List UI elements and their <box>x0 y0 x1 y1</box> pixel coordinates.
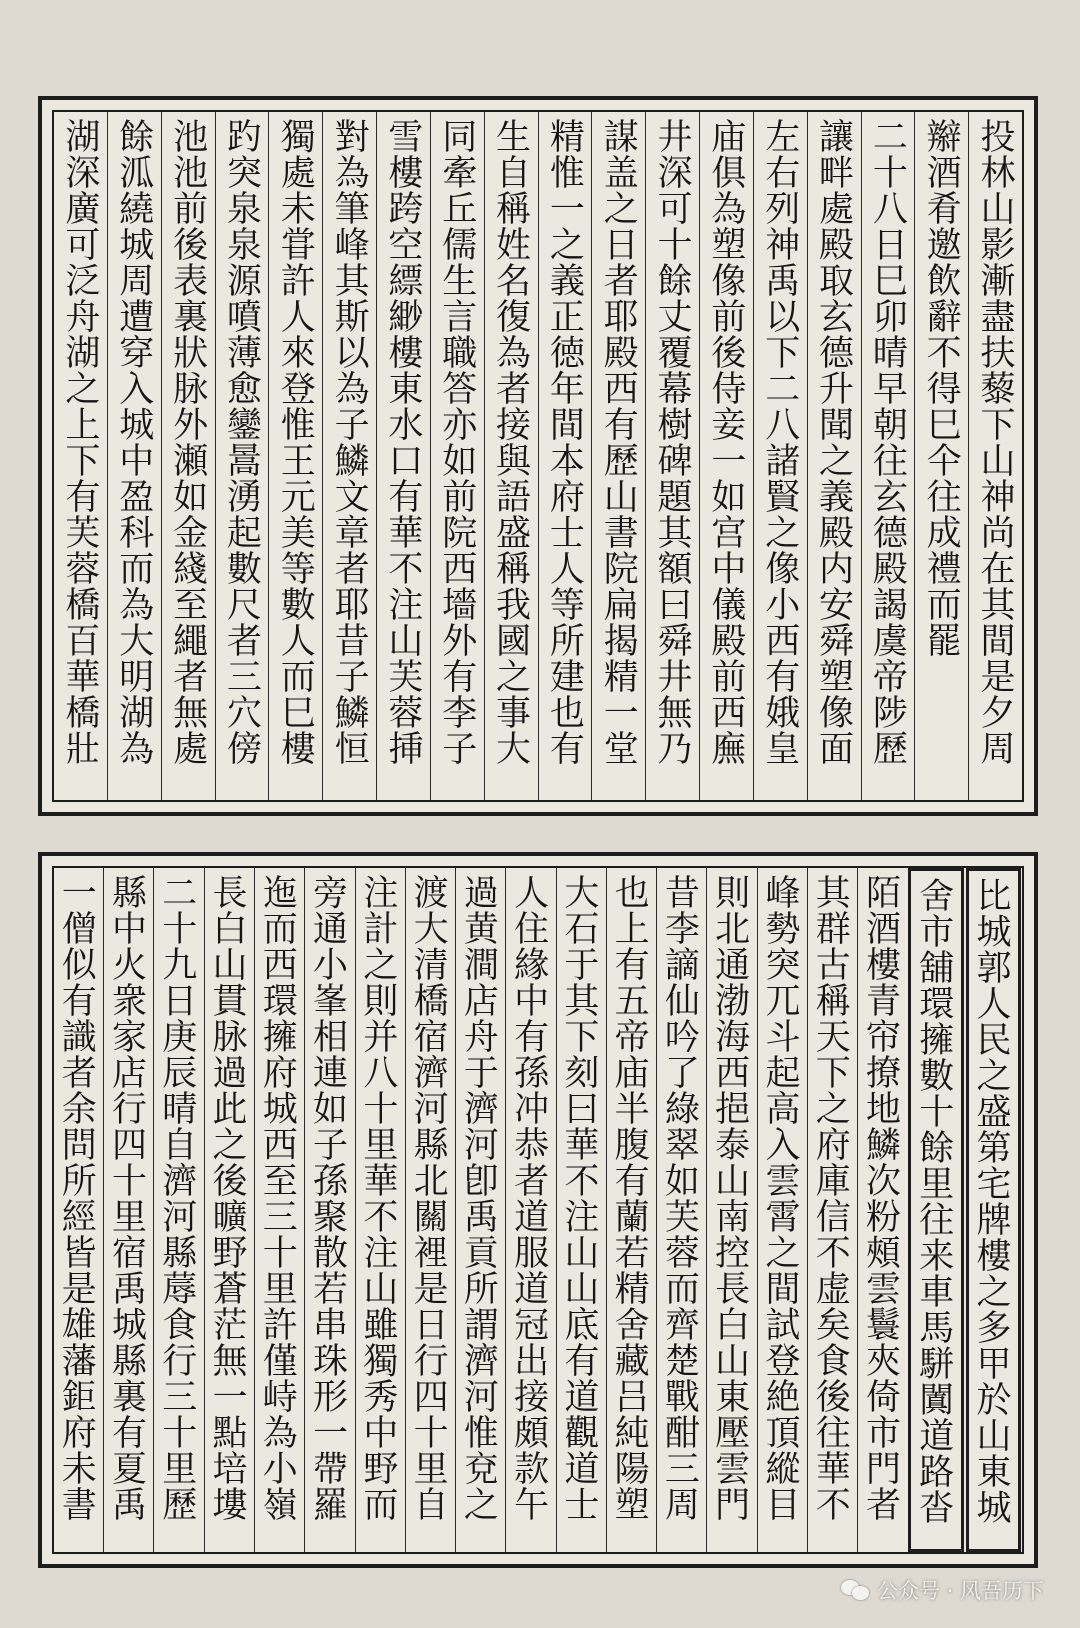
text-column-17: 二十九日庚辰晴自濟河縣蓐食行三十里歷 <box>153 868 203 1552</box>
text-column-12: 渡大清橋宿濟河縣北關裡是日行四十里自 <box>405 868 455 1552</box>
upper-page-inner-border <box>52 110 1024 802</box>
text-column-10: 人住緣中有孫冲恭者道服道冠出接頗款午 <box>505 868 555 1552</box>
text-column-6: 則北通渤海西挹泰山南控長白山東壓雲門 <box>706 868 756 1552</box>
lower-text-columns <box>54 868 1022 1552</box>
text-column-5: 左右列神禹以下二八諸賢之像小西有娥皇 <box>753 112 807 800</box>
text-column-14: 獨處未甞許人來登惟王元美等數人而巳樓 <box>268 112 322 800</box>
text-column-18: 縣中火衆家店行四十里宿禹城縣裏有夏禹 <box>103 868 153 1552</box>
upper-text-columns <box>54 112 1022 800</box>
text-column-10: 生自稱姓名復為者接與語盛稱我國之事大 <box>484 112 538 800</box>
text-column-5: 峰勢突兀斗起高入雲霄之間試登絶頂縱目 <box>757 868 807 1552</box>
text-column-2: 辮酒肴邀飲辭不得巳仐往成禮而罷 <box>914 112 968 800</box>
text-column-7: 井深可十餘丈覆幕樹碑題其額曰舜井無乃 <box>645 112 699 800</box>
text-column-16: 池池前後表裏狀脉外瀬如金綫至繩者無處 <box>161 112 215 800</box>
wechat-icon <box>841 1578 871 1602</box>
text-column-12: 雪樓跨空縹緲樓東水口有華不注山芙蓉挿 <box>376 112 430 800</box>
lower-page-frame <box>38 852 1038 1568</box>
text-column-15: 趵突泉泉源噴薄愈鑾暠湧起數尺者三穴傍 <box>215 112 269 800</box>
upper-page-frame <box>38 96 1038 816</box>
text-column-4: 讓畔處殿取玄德升聞之義殿内安舜塑像面 <box>807 112 861 800</box>
watermark <box>841 1572 1044 1608</box>
text-column-3: 二十八日巳卯晴早朝往玄德殿謁虞帝陟歷 <box>861 112 915 800</box>
text-column-9: 大石于其下刻曰華不注山山底有道觀道士 <box>556 868 606 1552</box>
text-column-11: 同牽丘儒生言職答亦如前院西墻外有李子 <box>430 112 484 800</box>
text-column-1: 比城郭人民之盛第宅牌樓之多甲於山東城 <box>966 868 1021 1552</box>
text-column-17: 餘泒繞城周遭穿入城中盈科而為大明湖為 <box>107 112 161 800</box>
text-column-2: 舍市舖環擁數十餘里往来車馬駢闐道路沓 <box>908 868 963 1552</box>
text-column-14: 旁通小峯相連如子孫聚散若串珠形一帶羅 <box>304 868 354 1552</box>
text-column-18: 湖深廣可泛舟湖之上下有芙蓉橋百華橋壯 <box>59 118 100 766</box>
lower-page-inner-border <box>52 866 1024 1554</box>
text-column-6: 庙俱為塑像前後侍妾一如宫中儀殿前西廡 <box>699 112 753 800</box>
watermark-text: 公众号 · 风吾历下 <box>876 1579 1044 1603</box>
text-column-3: 陌酒樓青帘撩地鱗次粉頰雲鬟夾倚市門者 <box>857 868 907 1552</box>
text-column-11: 過黄澗店舟于濟河卽禹貢所謂濟河惟兗之 <box>455 868 505 1552</box>
text-column-16: 長白山貫脉過此之後曠野蒼茫無一點培塿 <box>204 868 254 1552</box>
text-column-1: 投林山影漸盡扶藜下山神尚在其間是夕周 <box>968 112 1022 800</box>
text-column-19: 一僧似有識者余問所經皆是雄藩鉅府未書 <box>56 874 97 1522</box>
text-column-8: 謀盖之日者耶殿西有歷山書院扁揭精一堂 <box>591 112 645 800</box>
text-column-15: 迤而西環擁府城西至三十里許僅峙為小嶺 <box>254 868 304 1552</box>
text-column-4: 其群古稱天下之府庫信不虚矣食後往華不 <box>807 868 857 1552</box>
text-column-8: 也上有五帝庙半腹有蘭若精舍藏吕純陽塑 <box>606 868 656 1552</box>
text-column-7: 昔李謫仙吟了綠翠如芙蓉而齊楚戰酣三周 <box>656 868 706 1552</box>
text-column-13: 對為筆峰其斯以為子鱗文章者耶昔子鱗恒 <box>322 112 376 800</box>
text-column-13: 注計之則并八十里華不注山雖獨秀中野而 <box>355 868 405 1552</box>
text-column-9: 精惟一之義正徳年間本府士人等所建也有 <box>538 112 592 800</box>
